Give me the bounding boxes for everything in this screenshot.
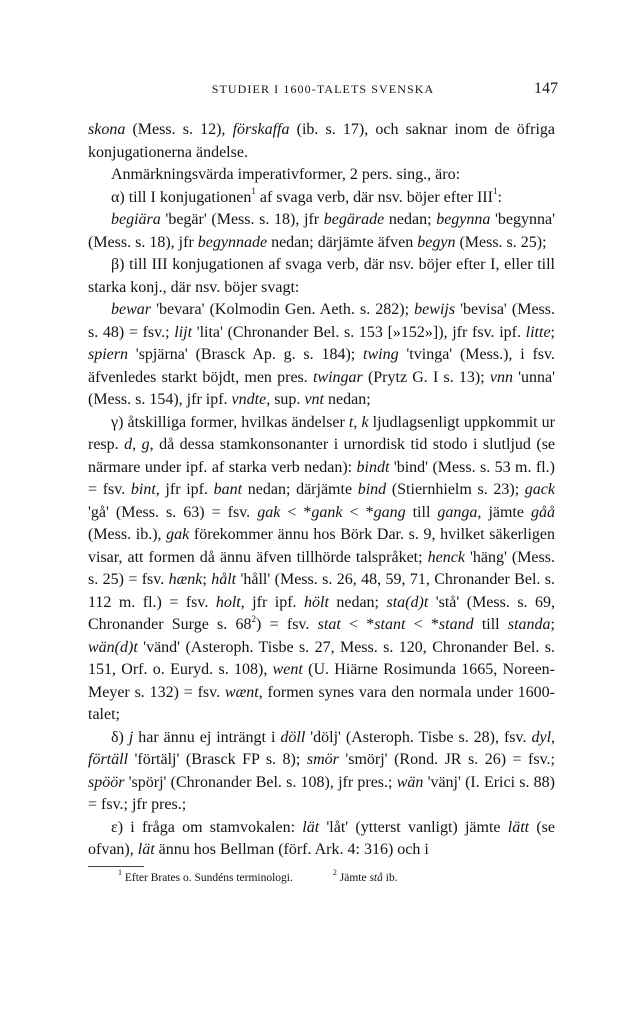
paragraph-intro: skona (Mess. s. 12), förskaffa (ib. s. 17), och saknar inom de öfriga konjugationerna ändelse. xyxy=(88,121,555,161)
page-header xyxy=(108,80,558,102)
footnotes xyxy=(118,870,548,886)
footnote-ref-1[interactable]: 1 xyxy=(251,186,256,197)
page-number: 147 xyxy=(534,80,558,97)
paragraph-beta-examples: bewar 'bevara' (Kolmodin Gen. Aeth. s. 282); bewijs 'bevisa' (Mess. s. 48) = fsv.; lijt 'lita' (Chronander Bel. s. 153 [»152»]), jfr fsv. ipf. litte; spiern 'spjärna' (Brasck Ap. g. s. 184); twing 'tvinga' (Mess.), i fsv. äfvenledes starkt böjdt, men pres. twingar (Prytz G. I s. 13); vnn 'unna' (Mess. s. 154), jfr ipf. vndte, sup. vnt nedan; xyxy=(88,301,556,408)
footnote-rule xyxy=(88,866,144,867)
paragraph-alpha-examples: begiära 'begär' (Mess. s. 18), jfr begärade nedan; begynna 'begynna' (Mess. s. 18), jfr begynnade nedan; därjämte äfven begyn (Mess. s. 25); xyxy=(88,211,556,251)
footnote-2: $^2$ Jämte stå ib. xyxy=(332,868,398,884)
paragraph-beta: β) till III konjugationen af svaga verb, där nsv. böjer efter I, eller till starka konj., där nsv. böjer svagt: xyxy=(88,256,555,296)
paragraph-epsilon: ε) i fråga om stamvokalen: lät 'låt' (ytterst vanligt) jämte lätt (se ofvan), lät ännu hos Bellman (förf. Ark. 4: 316) och i xyxy=(88,818,556,858)
paragraph-alpha: α) till I konjugationen$^1$ af svaga verb, där nsv. böjer efter III$^1$: xyxy=(111,186,502,206)
footnote-ref-2[interactable]: 2 xyxy=(251,613,257,624)
paragraph-lead: Anmärkningsvärda imperativformer, 2 pers. sing., äro: xyxy=(111,166,461,183)
footnote-1: $^1$ Efter Brates o. Sundéns terminologi. xyxy=(118,868,293,884)
word-skona: skona xyxy=(88,121,126,138)
paragraph-delta: δ) j har ännu ej inträngt i döll 'dölj' (Asteroph. Tisbe s. 28), fsv. dyl, förtäll 'förtälj' (Brasck FP s. 8); smör 'smörj' (Rond. JR s. 26) = fsv.; spöör 'spörj' (Chronander Bel. s. 108), jfr pres.; wän 'vänj' (I. Erici s. 88) = fsv.; jfr pres.; xyxy=(88,728,556,813)
paragraph-gamma: γ) åtskilliga former, hvilkas ändelser t, k ljudlagsenligt uppkommit ur resp. d, g, då dessa stamkonsonanter i urnordisk tid stodo i slutljud (se närmare under ipf. af starka verb nedan): bindt 'bind' (Mess. s. 53 m. fl.) = fsv. bint, jfr ipf. bant nedan; därjämte bind (Stiernhielm s. 23); gack 'gå' (Mess. s. 63) = fsv. gak < *gank < *gang till ganga, jämte gåå (Mess. ib.), gak förekommer ännu hos Börk Dar. s. 9, hvilket säkerligen visar, att formen då ännu äfven tillhörde talspråket; henck 'häng' (Mess. s. 25) = fsv. hænk; hålt 'håll' (Mess. s. 26, 48, 59, 71, Chronander Bel. s. 112 m. fl.) = fsv. holt, jfr ipf. hölt nedan; sta(d)t 'stå' (Mess. s. 69, Chronander Surge s. $68^2$) = fsv. stat < *stant < *stand till standa; wän(d)t 'vänd' (Asteroph. Tisbe s. 27, Mess. s. 120, Chronander Bel. s. 151, Orf. o. Euryd. s. 108), went (U. Hiärne Rosimunda 1665, Noreen-Meyer s. 132) = fsv. wænt, formen synes vara den normala under 1600-talet; xyxy=(88,413,556,723)
footnote-ref-1-repeat[interactable]: 1 xyxy=(492,186,498,197)
body-text xyxy=(88,119,555,862)
running-title: STUDIER I 1600-TALETS SVENSKA xyxy=(211,82,435,96)
